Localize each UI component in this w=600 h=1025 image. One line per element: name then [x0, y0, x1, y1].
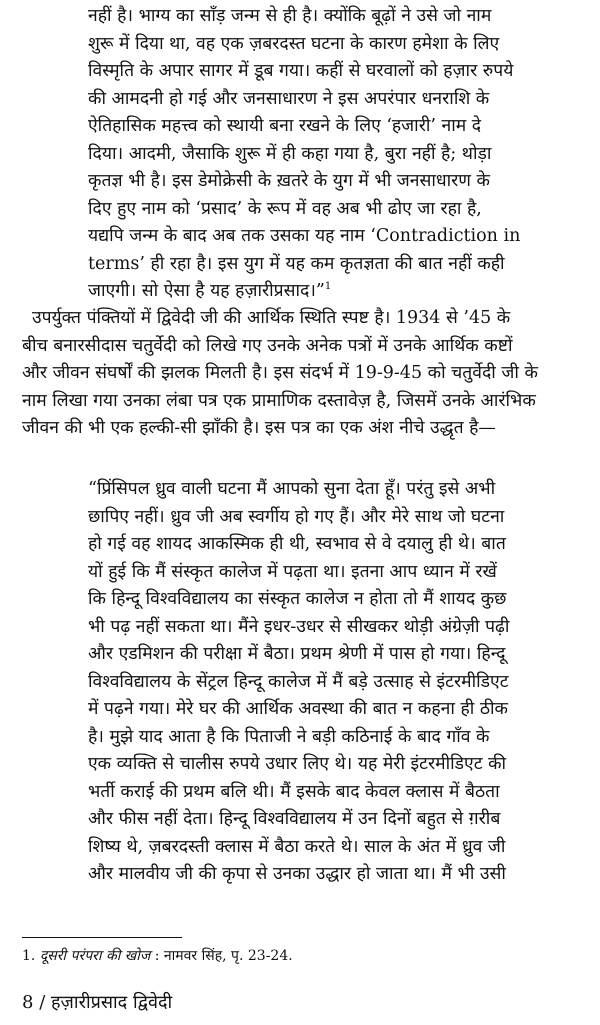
quote-line: और मालवीय जी की कृपा से उनका उद्धार हो जाता था। मैं भी उसी	[88, 864, 506, 884]
quote-line: terms’ ही रहा है। इस युग में यह कम कृतज्ञता की बात नहीं कही	[88, 253, 505, 274]
footnote-source-detail: : नामवर सिंह, पृ. 23-24.	[154, 948, 293, 964]
paragraph-line: नाम लिखा गया उनका लंबा पत्र एक प्रामाणिक दस्तावेज़ है, जिसमें उनके आरंभिक	[22, 390, 536, 411]
paragraph-line: जीवन की भी एक हल्की-सी झाँकी है। इस पत्र का एक अंश नीचे उद्धृत है—	[22, 418, 496, 438]
quote-line: नहीं है। भाग्य का साँड़ जन्म से ही है। क्योंकि बूढ़ों ने उसे जो नाम	[88, 6, 492, 26]
quote-line: छापिए नहीं। ध्रुव जी अब स्वर्गीय हो गए हैं। और मेरे साथ जो घटना	[88, 506, 505, 527]
quote-line: शिष्य थे, ज़बरदस्ती क्लास में बैठा करते थे। साल के अंत में ध्रुव जी	[88, 836, 506, 857]
quote-line: एक व्यक्ति से चालीस रुपये उधार लिए थे। यह मेरी इंटरमीडिएट की	[88, 754, 507, 774]
quote-line: कृतज्ञ भी है। इस डेमोक्रेसी के ख़तरे के युग में भी जनसाधारण के	[88, 171, 490, 191]
paragraph-line: बीच बनारसीदास चतुर्वेदी को लिखे गए उनके अनेक पत्रों में उनके आर्थिक कष्टों	[22, 335, 513, 356]
quote-line-text: जाएगी। सो ऐसा है यह हज़ारीप्रसाद।”	[88, 281, 325, 301]
quote-line: विस्मृति के अपार सागर में डूब गया। कहीं से घरवालों को हज़ार रुपये	[88, 61, 514, 81]
quote-line: यों हुई कि मैं संस्कृत कालेज में पढ़ता था। इतना आप ध्यान में रखें	[88, 561, 497, 582]
quote-line: शुरू में दिया था, वह एक ज़बरदस्त घटना के कारण हमेशा के लिए	[88, 33, 500, 54]
quote-line: भर्ती कराई की प्रथम बलि थी। मैं इसके बाद केवल क्लास में बैठता	[88, 781, 500, 802]
running-title: हज़ारीप्रसाद द्विवेदी	[51, 992, 173, 1013]
quote-line: भी पढ़ नहीं सकता था। मैंने इधर-उधर से सीखकर थोड़ी अंग्रेज़ी पढ़ी	[88, 616, 510, 637]
quote-line: “प्रिंसिपल ध्रुव वाली घटना मैं आपको सुना देता हूँ। परंतु इसे अभी	[88, 479, 496, 499]
body-paragraph	[22, 305, 582, 443]
quote-line: दिए हुए नाम को ‘प्रसाद’ के रूप में वह अब भी ढोए जा रहा है,	[88, 198, 482, 219]
paragraph-line: और जीवन संघर्षों की झलक मिलती है। इस संदर्भ में 19-9-45 को चतुर्वेदी जी के	[22, 363, 538, 383]
page-number: 8	[22, 992, 34, 1013]
footnote-number: 1.	[22, 948, 36, 964]
quote-line: विश्वविद्यालय के सेंट्रल हिन्दू कालेज में मैं बड़े उत्साह से इंटरमीडिएट	[88, 671, 509, 692]
quote-line: हो गई वह शायद आकस्मिक ही थी, स्वभाव से वे दयालु ही थे। बात	[88, 534, 506, 554]
paragraph-line: उपर्युक्त पंक्तियों में द्विवेदी जी की आर्थिक स्थिति स्पष्ट है। 1934 से ’45 के	[32, 308, 511, 328]
footnote-marker[interactable]: 1	[324, 281, 332, 293]
quote-line: की आमदनी हो गई और जनसाधारण ने इस अपरंपार धनराशि के	[88, 88, 490, 109]
footnote-divider	[22, 937, 182, 938]
quote-continuation	[88, 3, 580, 306]
quote-line: में पढ़ने गया। मेरे घर की आर्थिक अवस्था की बात न कहना ही ठीक	[88, 699, 508, 719]
footnote	[22, 946, 582, 966]
footnote-source-title: दूसरी परंपरा की खोज	[39, 948, 151, 964]
letter-quote	[88, 476, 582, 889]
quote-line: यद्यपि जन्म के बाद अब तक उसका यह नाम ‘Contradiction in	[88, 226, 521, 246]
quote-line: और फीस नहीं देता। हिन्दू विश्वविद्यालय में उन दिनों बहुत से ग़रीब	[88, 809, 501, 829]
quote-line: कि हिन्दू विश्वविद्यालय का संस्कृत कालेज न होता तो मैं शायद कुछ	[88, 589, 507, 609]
quote-line: दिया। आदमी, जैसाकि शुरू में ही कहा गया है, बुरा नहीं है; थोड़ा	[88, 143, 492, 164]
quote-line: और एडमिशन की परीक्षा में बैठा। प्रथम श्रेणी में पास हो गया। हिन्दू	[88, 644, 506, 664]
page-footer	[22, 990, 582, 1016]
quote-line: है। मुझे याद आता है कि पिताजी ने बड़ी कठिनाई के बाद गाँव के	[88, 726, 490, 747]
footer-separator: /	[39, 992, 46, 1013]
quote-line: ऐतिहासिक महत्त्व को स्थायी बना रखने के लिए ‘हजारी’ नाम दे	[88, 116, 482, 136]
quote-line-last	[88, 278, 580, 306]
